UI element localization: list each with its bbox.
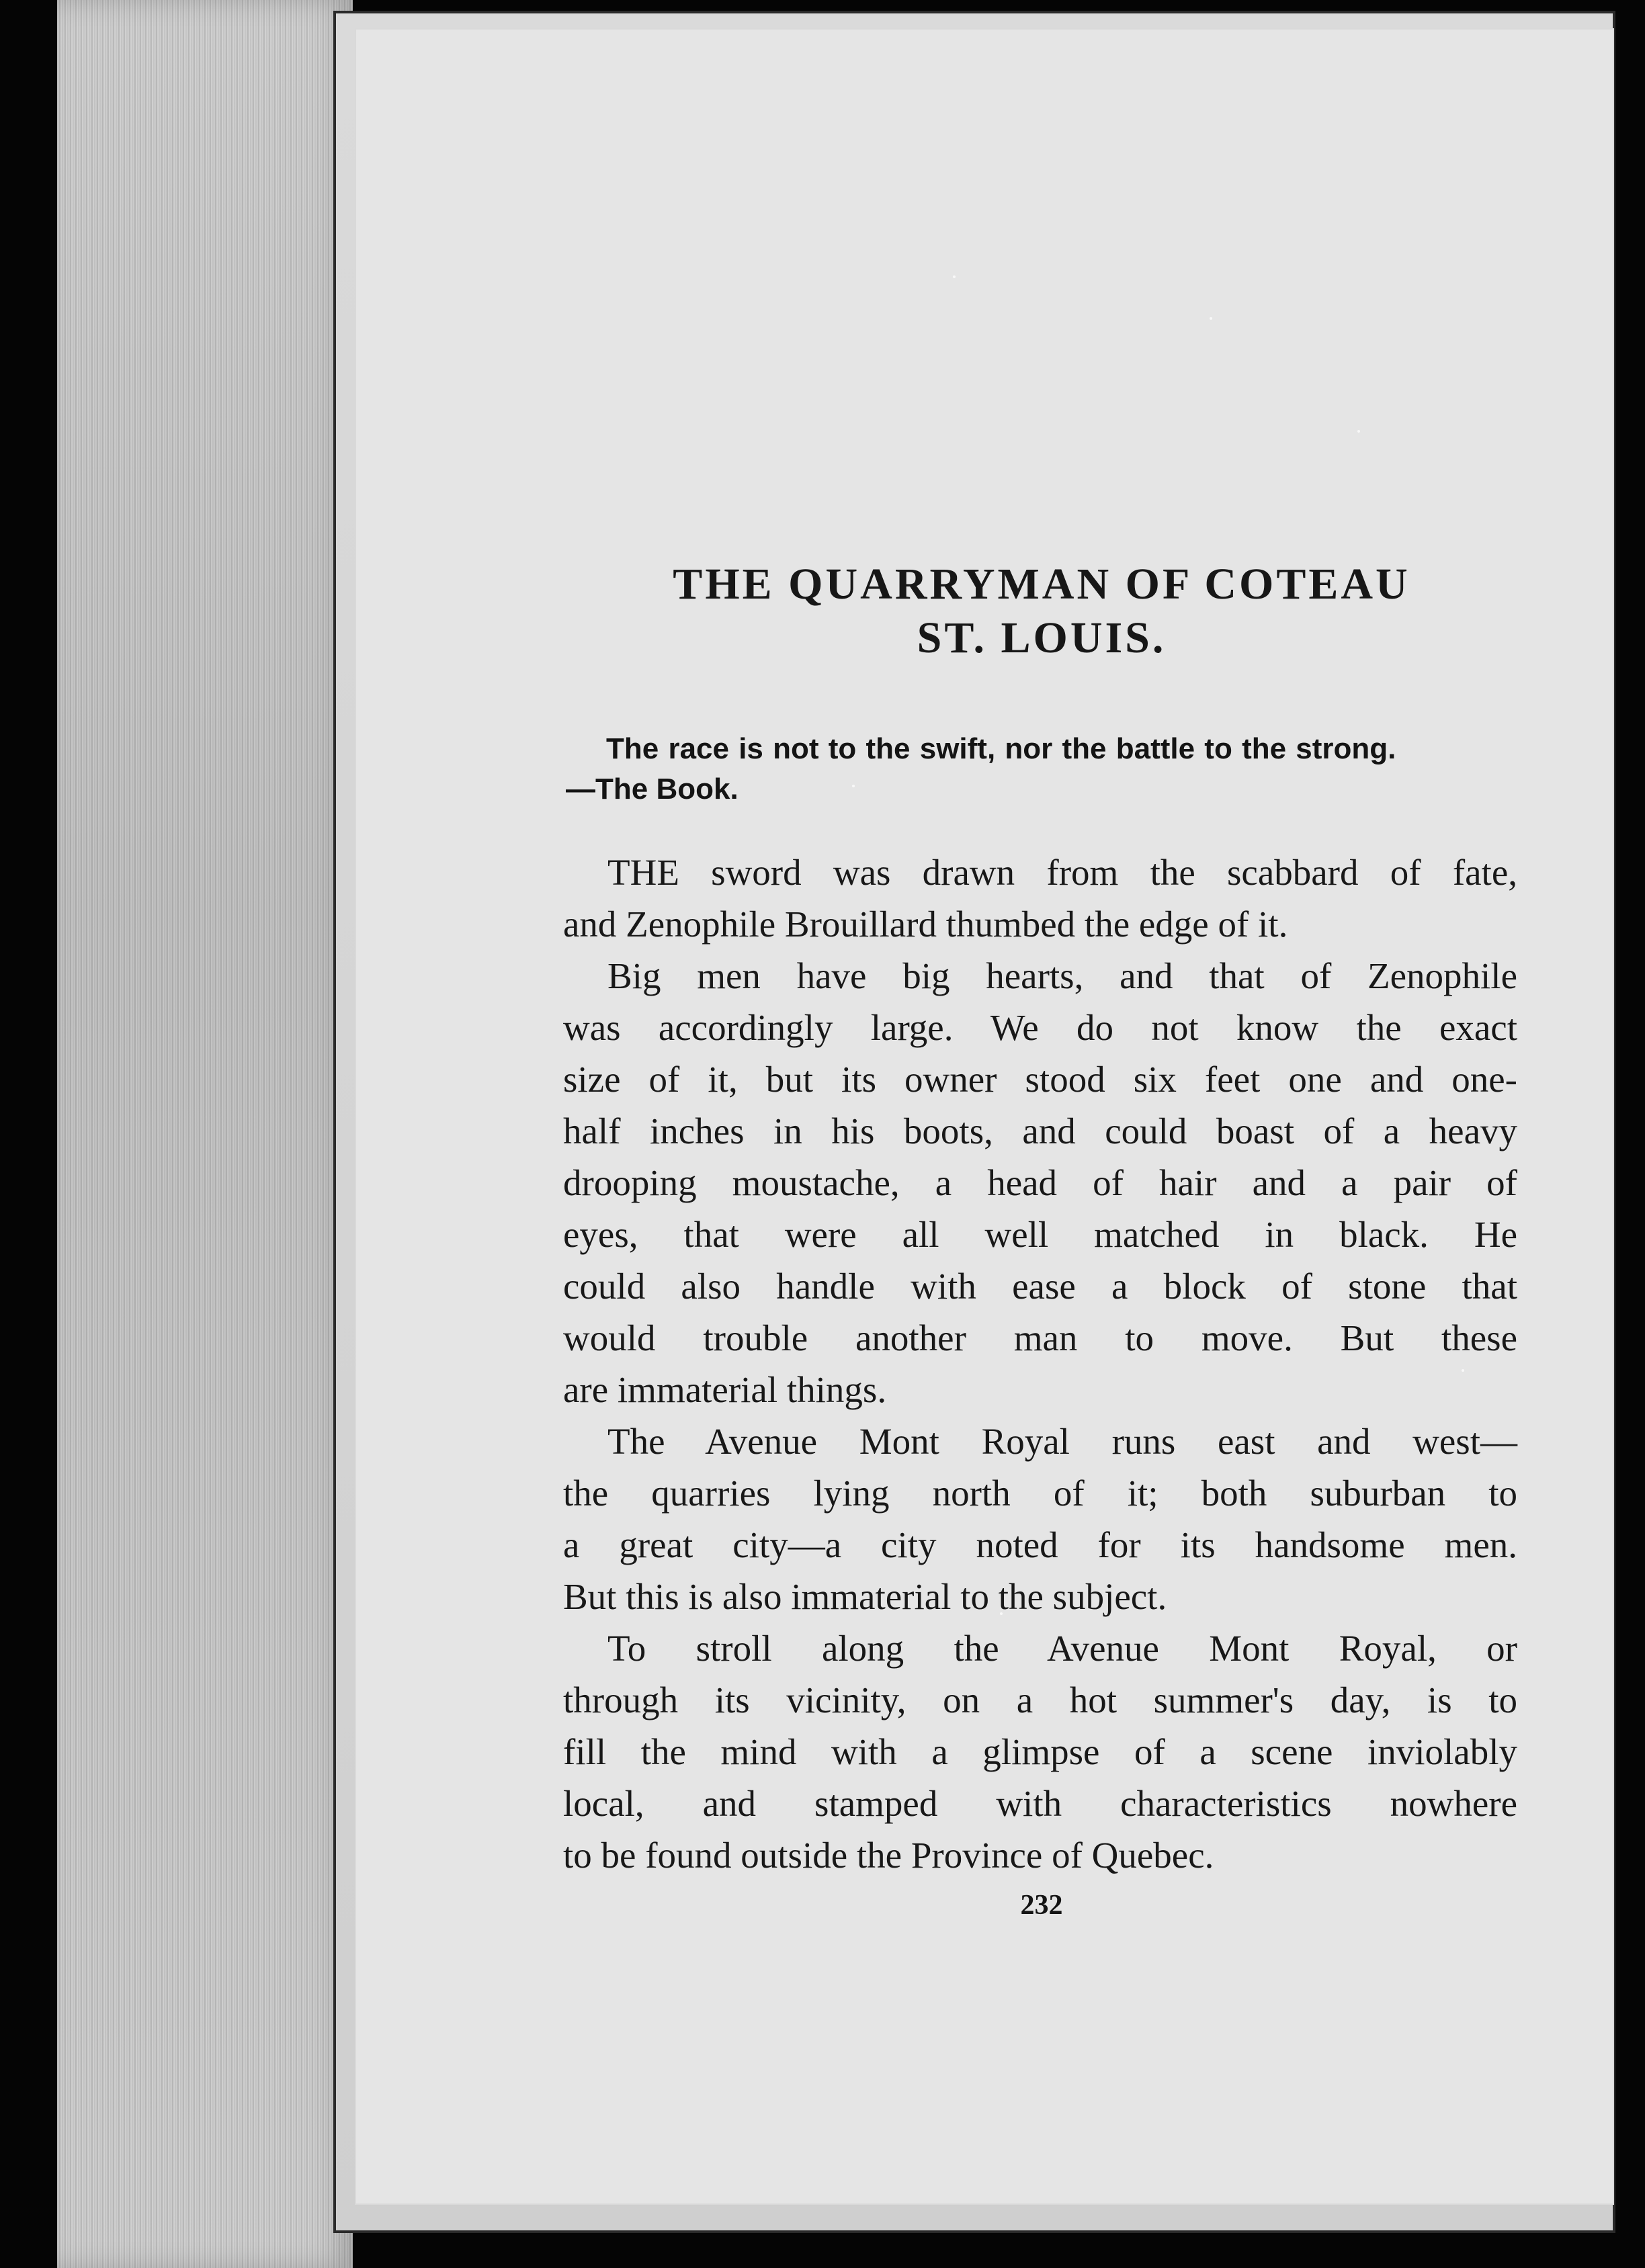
story-title-line-2: ST. LOUIS. — [917, 613, 1167, 662]
paragraph-2-line-4: half inches in his boots, and could boast of a heavy — [563, 1110, 1517, 1151]
paragraph-3-line-3: a great city—a city noted for its handsome men. — [563, 1524, 1517, 1565]
paragraph-2-line-5: drooping moustache, a head of hair and a pair of — [563, 1162, 1517, 1203]
story-title-line-1: THE QUARRYMAN OF COTEAU — [673, 560, 1410, 609]
paragraph-4-line-1: To stroll along the Avenue Mont Royal, or — [607, 1628, 1517, 1669]
paragraph-4-line-2: through its vicinity, on a hot summer's day, is to — [563, 1680, 1517, 1720]
epigraph — [566, 729, 1513, 810]
paragraph-1-line-2: and Zenophile Brouillard thumbed the edge of it. — [563, 904, 1288, 945]
paragraph-4 — [563, 1622, 1517, 1881]
paragraph-3 — [563, 1415, 1517, 1622]
paragraph-3-line-4: But this is also immaterial to the subject. — [563, 1576, 1167, 1617]
paragraph-3-line-1: The Avenue Mont Royal runs east and west— — [607, 1421, 1517, 1462]
story-title — [659, 558, 1425, 665]
paragraph-2-line-1: Big men have big hearts, and that of Zenophile — [607, 955, 1517, 996]
paragraph-2-line-2: was accordingly large. We do not know the exact — [563, 1007, 1517, 1048]
paper-speck — [953, 275, 956, 278]
paragraph-2 — [563, 950, 1517, 1415]
paragraph-3-line-2: the quarries lying north of it; both suburban to — [563, 1473, 1517, 1514]
paragraph-2-line-7: could also handle with ease a block of stone that — [563, 1266, 1517, 1307]
page-number: 232 — [1020, 1890, 1063, 1921]
paragraph-2-line-6: eyes, that were all well matched in black. He — [563, 1214, 1517, 1255]
paragraph-2-line-9: are immaterial things. — [563, 1369, 887, 1410]
paragraph-1 — [563, 846, 1517, 950]
epigraph-quote: The race is not to the swift, nor the battle to the strong. — [606, 732, 1396, 765]
paper-speck — [1210, 317, 1212, 320]
paragraph-2-line-8: would trouble another man to move. But these — [563, 1317, 1517, 1358]
story-body — [563, 846, 1517, 1881]
epigraph-source: —The Book. — [566, 773, 739, 805]
paper-speck — [1357, 430, 1360, 433]
paragraph-1-line-1: THE sword was drawn from the scabbard of fate, — [607, 852, 1517, 893]
paragraph-4-line-5: to be found outside the Province of Quebec. — [563, 1835, 1214, 1876]
paragraph-4-line-3: fill the mind with a glimpse of a scene inviolably — [563, 1731, 1517, 1772]
book-edge — [57, 0, 353, 2268]
paragraph-4-line-4: local, and stamped with characteristics nowhere — [563, 1783, 1517, 1824]
paragraph-2-line-3: size of it, but its owner stood six feet one and one- — [563, 1059, 1517, 1100]
